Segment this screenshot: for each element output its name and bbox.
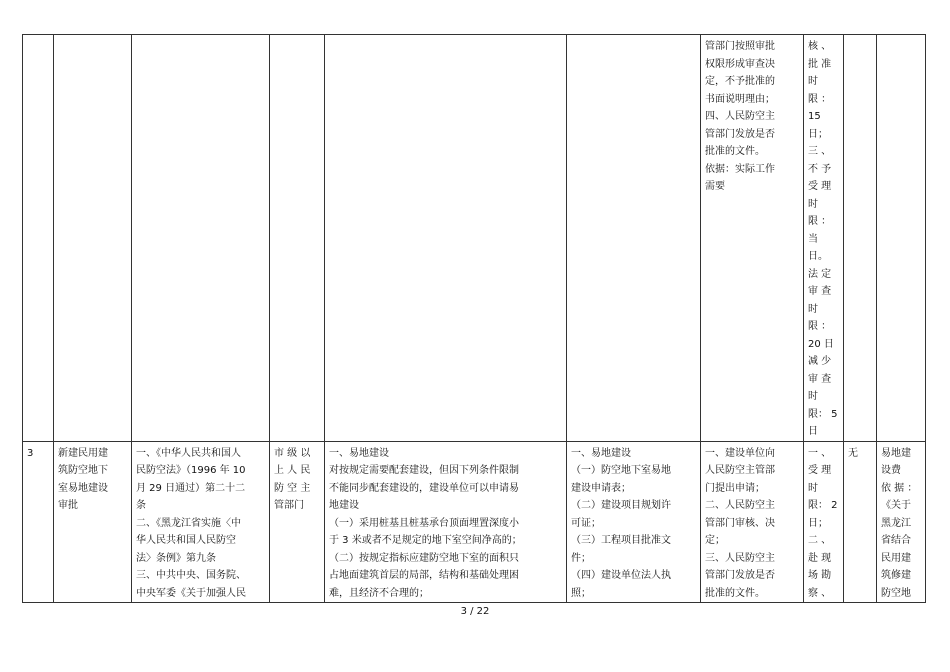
cell-time-limit: 一 、 受 理 时 限： 2 日； 二 、 赴 现 场 勘 察 、 (804, 441, 844, 603)
cell-fee (844, 35, 877, 442)
cell-fee-basis: 易地建 设费 依 据 ： 《关于 黑龙江 省结合 民用建 筑修建 防空地 (877, 441, 926, 603)
cell-fee-basis (877, 35, 926, 442)
regulation-table (22, 34, 926, 603)
cell-item-name (54, 35, 132, 442)
page-number: 3 / 22 (460, 606, 490, 617)
cell-procedure: 管部门按照审批 权限形成审查决 定，不予批准的 书面说明理由； 四、人民防空主 管部门发放是否 批准的文件。 依据：实际工作 需要 (701, 35, 804, 442)
cell-materials: 一、易地建设 （一）防空地下室易地 建设申请表； （二）建设项目规划许 可证； （三）工程项目批准文 件； （四）建设单位法人执 照； (567, 441, 701, 603)
cell-time-limit: 核 、 批 准 时 限 ： 15 日； 三 、 不 予 受 理 时 限 ： 当 日。 法 定 审 查 时 限 ： 20 日 减 少 审 查 时 限： 5 日 (804, 35, 844, 442)
table-row (23, 35, 926, 442)
cell-conditions: 一、易地建设 对按规定需要配套建设，但因下列条件限制 不能同步配套建设的，建设单位可以申请易 地建设 （一）采用桩基且桩基承台顶面埋置深度小 于 3 米或者不足规定的地下室空间净高的； （二）按规定指标应建防空地下室的面积只 占地面建筑首层的局部，结构和基础处理困 难，且经济不合理的； (325, 441, 567, 603)
cell-item-name: 新建民用建 筑防空地下 室易地建设 审批 (54, 441, 132, 603)
cell-legal-basis (132, 35, 270, 442)
cell-legal-basis: 一、《中华人民共和国人 民防空法》（1996 年 10 月 29 日通过）第二十二 条 二、《黑龙江省实施〈中 华人民共和国人民防空 法〉条例》第九条 三、中共中央、国务院、 中央军委《关于加强人民 (132, 441, 270, 603)
cell-procedure: 一、建设单位向 人民防空主管部 门提出申请； 二、人民防空主 管部门审核、决 定； 三、人民防空主 管部门发放是否 批准的文件。 (701, 441, 804, 603)
cell-materials (567, 35, 701, 442)
cell-conditions (325, 35, 567, 442)
table-row (23, 441, 926, 603)
cell-authority (270, 35, 325, 442)
cell-authority: 市 级 以 上 人 民 防 空 主 管部门 (270, 441, 325, 603)
cell-fee: 无 (844, 441, 877, 603)
cell-no (23, 35, 54, 442)
cell-no: 3 (23, 441, 54, 603)
